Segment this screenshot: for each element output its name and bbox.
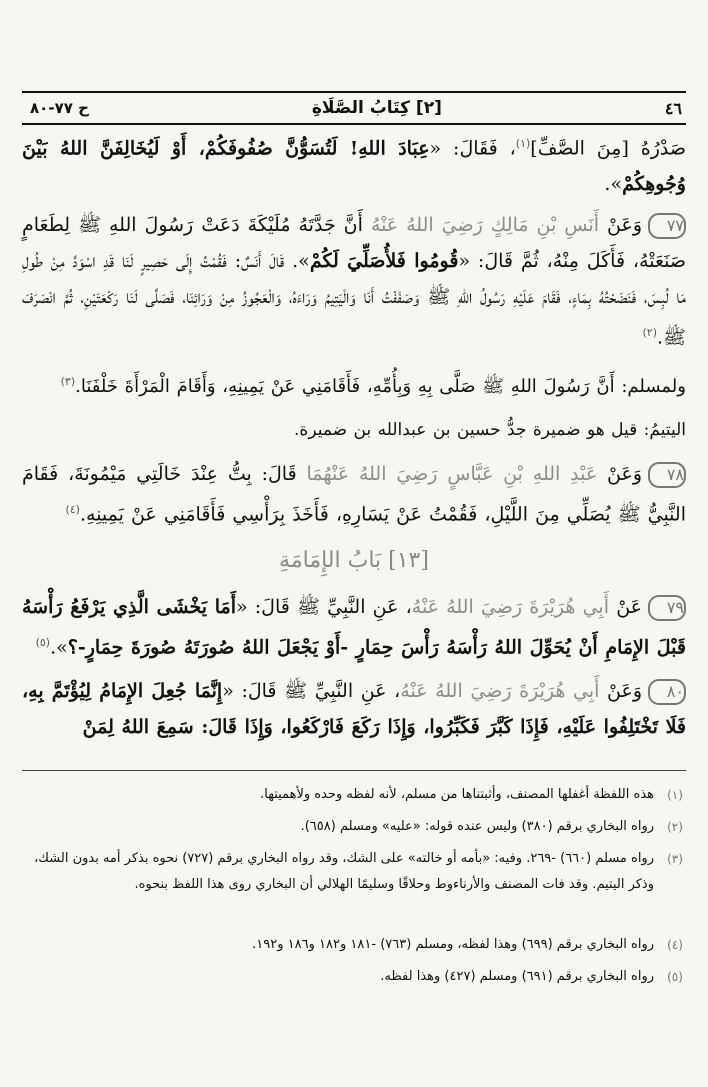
text: أَنَّ جَدَّتَهُ مُلَيْكَةَ دَعَتْ رَسُولَ اللهِ ﷺ لِطَعَامٍ صَنَعَتْهُ، فَأَكَلَ مِنْهُ، ثُمَّ قَالَ: « bbox=[22, 214, 686, 272]
page-number: ٤٦ bbox=[664, 98, 682, 118]
text: عَنْ bbox=[616, 596, 642, 618]
narrator-name: أَبِي هُرَيْرَةَ رَضِيَ اللهُ عَنْهُ bbox=[400, 680, 600, 702]
footnote bbox=[22, 782, 686, 808]
text: ، فَقَالَ: « bbox=[429, 137, 516, 160]
footnote-text: رواه مسلم (٦٦٠) -٢٦٩. وفيه: «بأمه أو خالته» على الشك، وقد رواه البخاري برقم (٧٢٧) نحوه بذكر أمه بدون الشك، وذكر اليتيم. وقد فات المصنف والأرناءوط وحلاقًا وسليمًا الهلالي أن البخاري روى هذا اللفظ بنحوه. bbox=[34, 851, 654, 892]
footnote bbox=[22, 932, 686, 958]
narrator-name: عَبْدِ اللهِ بْنِ عَبَّاسٍ رَضِيَ اللهُ عَنْهُمَا bbox=[306, 463, 598, 485]
footnote-number: (٥) bbox=[667, 970, 683, 984]
footnote-divider bbox=[22, 770, 686, 771]
footnote-text: هذه اللفظة أغفلها المصنف، وأثبتناها من مسلم، لأنه لفظه وحده ولأهميتها. bbox=[260, 787, 654, 802]
footnote-number: (٢) bbox=[667, 820, 683, 834]
text: قَالَ: بِتُّ عِنْدَ خَالَتِي مَيْمُونَةَ، فَقَامَ النَّبِيُّ ﷺ يُصَلِّي مِنَ اللَّيْلِ، فَقُمْتُ عَنْ يَسَارِهِ، فَأَخَذَ بِرَأْسِي فَأَقَامَنِي عَنْ يَمِينِهِ. bbox=[22, 463, 686, 526]
hadith-range: ح ٧٧-٨٠ bbox=[30, 99, 89, 117]
hadith-number-badge: ٧٧ bbox=[648, 213, 686, 239]
footnote-text: رواه البخاري برقم (٦٩١) ومسلم (٤٢٧) وهذا لفظه. bbox=[380, 969, 654, 984]
narrator-name: أَنَسِ بْنِ مَالِكٍ رَضِيَ اللهُ عَنْهُ bbox=[370, 214, 600, 236]
narrator-name: أَبِي هُرَيْرَةَ رَضِيَ اللهُ عَنْهُ bbox=[411, 596, 610, 618]
text: ولمسلم: أَنَّ رَسُولَ اللهِ ﷺ صَلَّى بِهِ وَبِأُمِّهِ، فَأَقَامَنِي عَنْ يَمِينِهِ، وَأَقَامَ الْمَرْأَةَ خَلْفَنَا. bbox=[75, 376, 686, 397]
footnote-ref-3[interactable]: (٣) bbox=[60, 375, 76, 388]
prophetic-quote: إِنَّمَا جُعِلَ الإِمَامُ لِيُؤْتَمَّ بِهِ، فَلَا تَخْتَلِفُوا عَلَيْهِ، فَإِذَا كَبَّرَ فَكَبِّرُوا، وَإِذَا رَكَعَ فَارْكَعُوا، وَإِذَا قَالَ: سَمِعَ اللهُ لِمَنْ bbox=[22, 680, 686, 738]
hadith-79 bbox=[22, 589, 686, 665]
prophetic-quote: أَمَا يَخْشَى الَّذِي يَرْفَعُ رَأْسَهُ قَبْلَ الإِمَامِ أَنْ يُحَوِّلَ اللهُ رَأْسَهُ رَأْسَ حِمَارٍ -أَوْ يَجْعَلَ اللهُ صُورَتَهُ صُورَةَ حِمَارٍ-؟ bbox=[22, 596, 686, 659]
yatim-note bbox=[22, 412, 686, 448]
text: ». bbox=[604, 173, 623, 196]
text: ». قَالَ أَنَسٌ: فَقُمْتُ إِلَى حَصِيرٍ لَنَا قَدِ اسْوَدَّ مِنْ طُولِ مَا لُبِسَ، فَنَضَحْتُهُ بِمَاءٍ، فَقَامَ عَلَيْهِ رَسُولُ اللهِ ﷺ وَصَفَفْتُ أَنَا وَالْيَتِيمُ وَرَاءَهُ، وَالْعَجُوزُ مِنْ وَرَائِنَا، فَصَلَّى لَنَا رَكْعَتَيْنِ، ثُمَّ انْصَرَفَ ﷺ. bbox=[22, 250, 686, 349]
hadith-number-badge: ٨٠ bbox=[648, 679, 686, 705]
footnote-number: (٤) bbox=[667, 938, 683, 952]
muslim-variant bbox=[22, 364, 686, 405]
hadith-80 bbox=[22, 673, 686, 745]
footnote-text: رواه البخاري برقم (٦٩٩) وهذا لفظه، ومسلم (٧٦٣) -١٨١ و١٨٢ و١٨٦ و١٩٢. bbox=[252, 937, 654, 952]
running-header bbox=[22, 91, 686, 125]
footnote bbox=[22, 814, 686, 840]
text: ، عَنِ النَّبِيِّ ﷺ قَالَ: « bbox=[222, 680, 401, 702]
book-title: [٢] كِتَابُ الصَّلَاةِ bbox=[311, 98, 442, 118]
footnote bbox=[22, 846, 686, 898]
text: اليتيمُ: قيل هو ضميرة جدُّ حسين بن عبدالله بن ضميرة. bbox=[294, 420, 686, 440]
footnote-number: (١) bbox=[667, 788, 683, 802]
footnote-ref-5[interactable]: (٥) bbox=[35, 636, 51, 649]
hadith-78 bbox=[22, 456, 686, 532]
text: ، عَنِ النَّبِيِّ ﷺ قَالَ: « bbox=[235, 596, 412, 618]
footnote-ref-2[interactable]: (٢) bbox=[642, 326, 657, 339]
text: وَعَنْ bbox=[607, 463, 643, 485]
footnote-ref-4[interactable]: (٤) bbox=[65, 503, 80, 516]
text: وَعَنْ bbox=[607, 214, 642, 236]
hadith-number-badge: ٧٨ bbox=[648, 462, 686, 488]
hadith-number-badge: ٧٩ bbox=[648, 595, 686, 621]
text: صَدْرُهُ [مِنَ الصَّفِّ] bbox=[530, 137, 686, 160]
hadith-77 bbox=[22, 207, 686, 355]
footnote-number: (٣) bbox=[667, 852, 683, 866]
book-page bbox=[22, 0, 686, 1087]
text: وَعَنْ bbox=[607, 680, 643, 702]
footnote-ref-1[interactable]: (١) bbox=[515, 137, 531, 150]
paragraph-continuation bbox=[22, 126, 686, 202]
text: ». bbox=[50, 636, 68, 659]
footnote-text: رواه البخاري برقم (٣٨٠) وليس عنده قوله: «عليه» ومسلم (٦٥٨). bbox=[300, 819, 654, 834]
prophetic-quote: قُومُوا فَلأُصَلِّيَ لَكُمْ bbox=[309, 250, 459, 272]
footnote bbox=[22, 964, 686, 990]
chapter-title: [١٣] بَابُ الإِمَامَةِ bbox=[279, 548, 429, 573]
prophetic-quote: عِبَادَ اللهِ! لَتُسَوُّنَّ صُفُوفَكُمْ، أَوْ لَيُخَالِفَنَّ اللهُ بَيْنَ وُجُوهِكُمْ bbox=[22, 137, 686, 196]
